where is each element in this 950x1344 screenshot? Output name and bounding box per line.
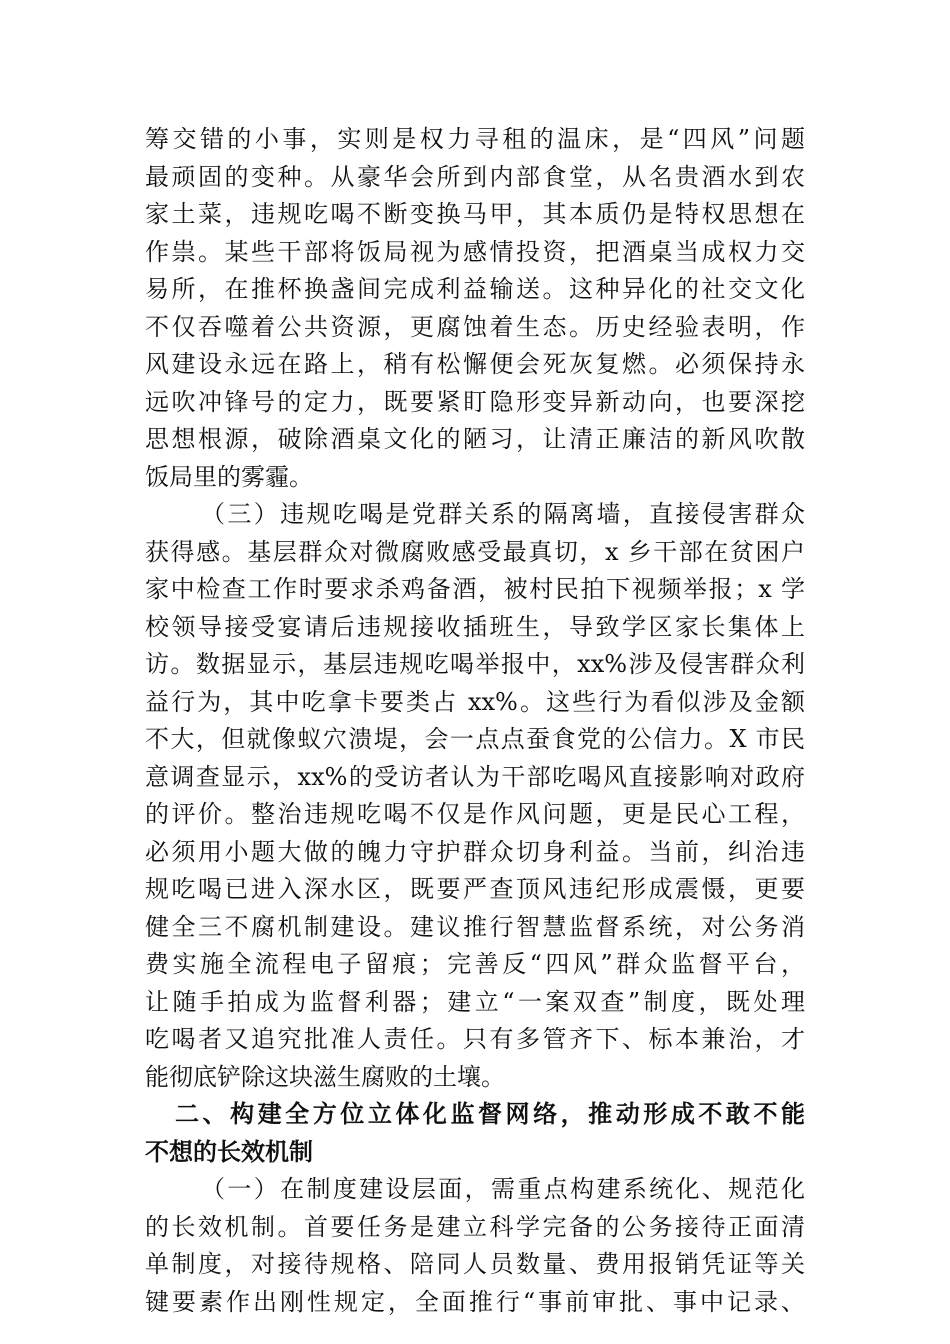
text-line: 键要素作出刚性规定，全面推行“事前审批、事中记录、 [145, 1287, 805, 1316]
text-line: 能彻底铲除这块滋生腐败的土壤。 [145, 1062, 505, 1091]
text-line: 访。数据显示，基层违规吃喝举报中，xx%涉及侵害群众利 [145, 650, 805, 678]
text-line: 思想根源，破除酒桌文化的陋习，让清正廉洁的新风吹散 [145, 425, 805, 453]
text-line: 让随手拍成为监督利器；建立“一案双查”制度，既处理 [145, 987, 805, 1016]
text-line: 风建设永远在路上，稍有松懈便会死灰复燃。必须保持永 [145, 350, 805, 378]
text-line: 校领导接受宴请后违规接收插班生，导致学区家长集体上 [145, 612, 805, 641]
text-line: 远吹冲锋号的定力，既要紧盯隐形变异新动向，也要深挖 [145, 387, 805, 416]
text-line: 的评价。整治违规吃喝不仅是作风问题，更是民心工程， [145, 800, 805, 828]
text-line: （三）违规吃喝是党群关系的隔离墙，直接侵害群众 [201, 500, 805, 528]
text-line: 单制度，对接待规格、陪同人员数量、费用报销凭证等关 [145, 1250, 805, 1278]
text-line: 费实施全流程电子留痕；完善反“四风”群众监督平台， [145, 950, 805, 978]
text-line: 必须用小题大做的魄力守护群众切身利益。当前，纠治违 [145, 837, 805, 866]
text-line: 不仅吞噬着公共资源，更腐蚀着生态。历史经验表明，作 [145, 312, 805, 341]
text-line: 作祟。某些干部将饭局视为感情投资，把酒桌当成权力交 [145, 237, 805, 266]
text-line: 易所，在推杯换盏间完成利益输送。这种异化的社交文化 [145, 275, 805, 303]
text-line: 的长效机制。首要任务是建立科学完备的公务接待正面清 [145, 1212, 805, 1241]
section-heading: 不想的长效机制 [145, 1137, 313, 1166]
text-line: 规吃喝已进入深水区，既要严查顶风违纪形成震慑，更要 [145, 875, 805, 903]
text-line: 最顽固的变种。从豪华会所到内部食堂，从名贵酒水到农 [145, 162, 805, 191]
section-heading: 二、构建全方位立体化监督网络，推动形成不敢不能 [175, 1100, 805, 1128]
text-line: 家土菜，违规吃喝不断变换马甲，其本质仍是特权思想在 [145, 200, 805, 228]
document-body [145, 121, 805, 1321]
text-line: 吃喝者又追究批准人责任。只有多管齐下、标本兼治，才 [145, 1025, 805, 1053]
text-line: 健全三不腐机制建设。建议推行智慧监督系统，对公务消 [145, 912, 805, 941]
text-line: 益行为，其中吃拿卡要类占 xx%。这些行为看似涉及金额 [145, 687, 805, 716]
text-line: 获得感。基层群众对微腐败感受最真切，x 乡干部在贫困户 [145, 537, 805, 566]
text-line: 意调查显示，xx%的受访者认为干部吃喝风直接影响对政府 [145, 762, 805, 791]
text-line: 饭局里的雾霾。 [145, 462, 313, 491]
text-line: （一）在制度建设层面，需重点构建系统化、规范化 [201, 1175, 805, 1203]
text-line: 筹交错的小事，实则是权力寻租的温床，是“四风”问题 [145, 125, 805, 153]
text-line: 家中检查工作时要求杀鸡备酒，被村民拍下视频举报；x 学 [145, 575, 805, 603]
text-line: 不大，但就像蚁穴溃堤，会一点点蚕食党的公信力。X 市民 [145, 725, 805, 753]
